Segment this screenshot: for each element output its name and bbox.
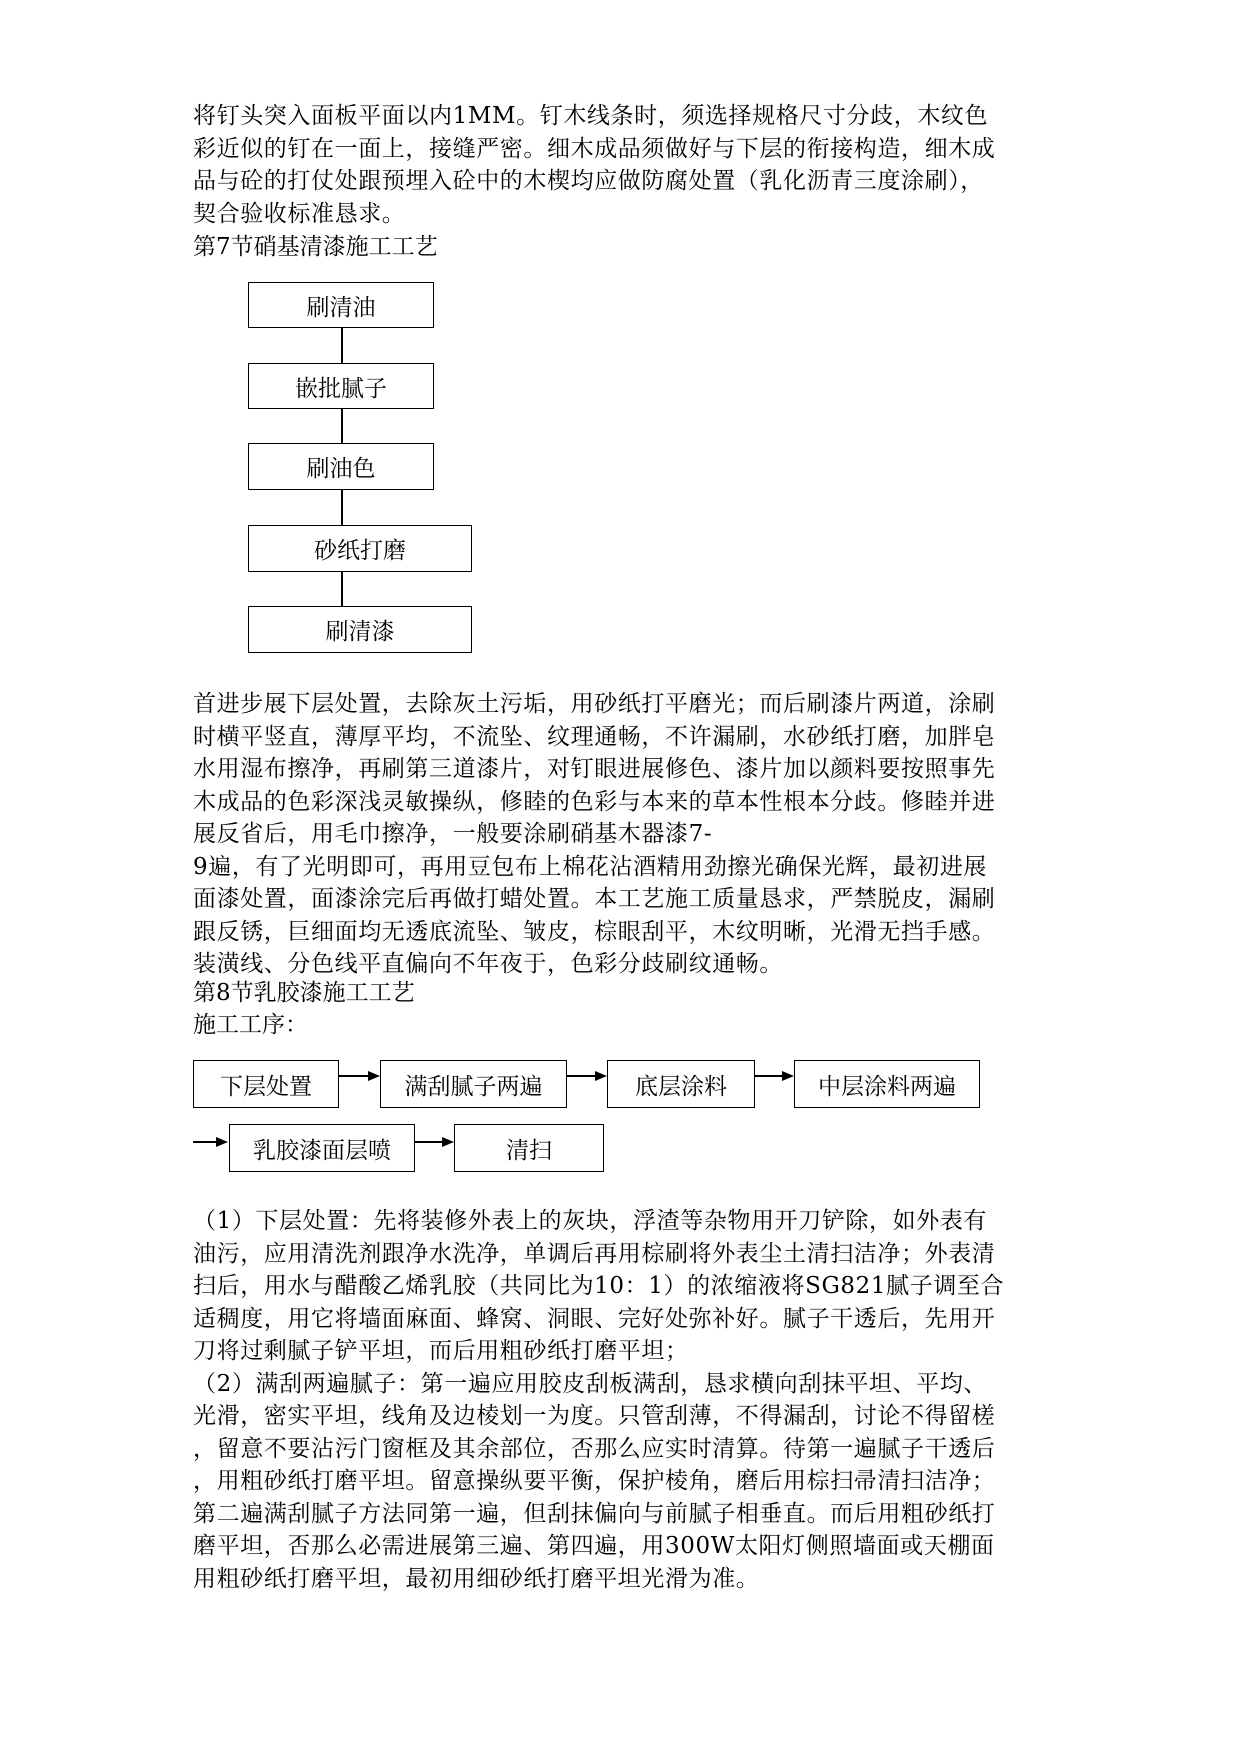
text-line: 面漆处置，面漆涂完后再做打蜡处置。本工艺施工质量恳求，严禁脱皮，漏刷 xyxy=(193,886,996,912)
text-line: 时横平竖直，薄厚平均，不流坠、纹理通畅，不许漏刷，水砂纸打磨，加胖皂 xyxy=(193,723,996,750)
flow-step-base-treatment: 下层处置 xyxy=(193,1060,339,1108)
flow-step-putty-twice: 满刮腻子两遍 xyxy=(380,1060,567,1108)
paragraph-intro xyxy=(193,100,1053,230)
flow-connector xyxy=(341,408,343,444)
flow-arrow-line xyxy=(755,1075,782,1077)
text-line: 扫后，用水与醋酸乙烯乳胶（共同比为10：1）的浓缩液将SG821腻子调至合 xyxy=(193,1273,1005,1299)
flow-arrow-line xyxy=(567,1075,595,1077)
text-line: 首进步展下层处置，去除灰土污垢，用砂纸打平磨光；而后刷漆片两道，涂刷 xyxy=(193,691,996,717)
text-line: 契合验收标准恳求。 xyxy=(193,200,406,227)
flow-step-latex-topcoat: 乳胶漆面层喷 xyxy=(229,1124,415,1172)
section-8-title: 第8节乳胶漆施工工艺 xyxy=(193,980,415,1006)
flow-step-clear-varnish: 刷清漆 xyxy=(248,606,472,653)
flow-connector xyxy=(341,489,343,526)
text-line: 跟反锈，巨细面均无透底流坠、皱皮，棕眼刮平，木纹明晰，光滑无挡手感。 xyxy=(193,918,996,945)
text-line: 磨平坦，否那么必需进展第三遍、第四遍，用300W太阳灯侧照墙面或天棚面 xyxy=(193,1533,995,1559)
text-line: 水用湿布擦净，再刷第三道漆片，对钉眼进展修色、漆片加以颜料要按照事先 xyxy=(193,756,996,782)
text-line: 装潢线、分色线平直偏向不年夜于，色彩分歧刷纹通畅。 xyxy=(193,951,783,977)
flow-step-oil-color: 刷油色 xyxy=(248,443,434,490)
arrowhead-icon xyxy=(782,1071,794,1081)
text-line: ，留意不要沾污门窗框及其余部位，否那么应实时清算。待第一遍腻子干透后 xyxy=(193,1435,996,1462)
text-line: （1）下层处置：先将装修外表上的灰块，浮渣等杂物用开刀铲除，如外表有 xyxy=(193,1208,988,1234)
flow-arrow-line xyxy=(415,1141,442,1143)
text-line: 适稠度，用它将墙面麻面、蜂窝、洞眼、完好处弥补好。腻子干透后，先用开 xyxy=(193,1305,996,1332)
paragraph-varnish-process xyxy=(193,688,1053,981)
text-line: 光滑，密实平坦，线角及边棱划一为度。只管刮薄，不得漏刮，讨论不得留槎 xyxy=(193,1403,996,1429)
flow-step-cleanup: 清扫 xyxy=(454,1124,604,1172)
flow-arrow-line xyxy=(193,1141,216,1143)
text-line: 第二遍满刮腻子方法同第一遍，但刮抹偏向与前腻子相垂直。而后用粗砂纸打 xyxy=(193,1500,996,1527)
flow-step-brush-clear-oil: 刷清油 xyxy=(248,282,434,328)
flow-step-putty: 嵌批腻子 xyxy=(248,363,434,409)
text-line: 展反省后，用毛巾擦净，一般要涂刷硝基木器漆7- xyxy=(193,821,713,847)
section-7-title: 第7节硝基清漆施工工艺 xyxy=(193,234,438,260)
text-line: 用粗砂纸打磨平坦，最初用细砂纸打磨平坦光滑为准。 xyxy=(193,1565,760,1592)
text-line: 油污，应用清洗剂跟净水洗净，单调后再用棕刷将外表尘土清扫洁净；外表清 xyxy=(193,1240,996,1267)
text-line: 刀将过剩腻子铲平坦，而后用粗砂纸打磨平坦； xyxy=(193,1338,689,1364)
flow-connector xyxy=(341,327,343,364)
text-line: ，用粗砂纸打磨平坦。留意操纵要平衡，保护棱角，磨后用棕扫帚清扫洁净； xyxy=(193,1468,996,1494)
paragraph-latex-process xyxy=(193,1205,1053,1595)
text-line: 木成品的色彩深浅灵敏操纵，修睦的色彩与本来的草本性根本分歧。修睦并进 xyxy=(193,788,996,815)
text-line: （2）满刮两遍腻子：第一遍应用胶皮刮板满刮，恳求横向刮抹平坦、平均、 xyxy=(193,1370,988,1397)
flow-connector xyxy=(341,571,343,607)
arrowhead-icon xyxy=(595,1071,607,1081)
text-line: 彩近似的钉在一面上，接缝严密。细木成品须做好与下层的衔接构造，细木成 xyxy=(193,135,996,162)
flow-step-base-coat: 底层涂料 xyxy=(607,1060,755,1108)
flow-step-sanding: 砂纸打磨 xyxy=(248,525,472,572)
arrowhead-icon xyxy=(368,1071,380,1081)
flow-step-middle-coat: 中层涂料两遍 xyxy=(794,1060,980,1108)
text-line: 9遍，有了光明即可，再用豆包布上棉花沾酒精用劲擦光确保光辉，最初进展 xyxy=(193,853,988,880)
text-line: 品与砼的打仗处跟预埋入砼中的木楔均应做防腐处置（乳化沥青三度涂刷）， xyxy=(193,168,984,194)
text-line: 将钉头突入面板平面以内1MM。钉木线条时，须选择规格尺寸分歧，木纹色 xyxy=(193,103,989,129)
procedure-label: 施工工序： xyxy=(193,1012,308,1038)
arrowhead-icon xyxy=(442,1137,454,1147)
arrowhead-icon xyxy=(216,1137,228,1147)
flow-arrow-line xyxy=(339,1075,368,1077)
